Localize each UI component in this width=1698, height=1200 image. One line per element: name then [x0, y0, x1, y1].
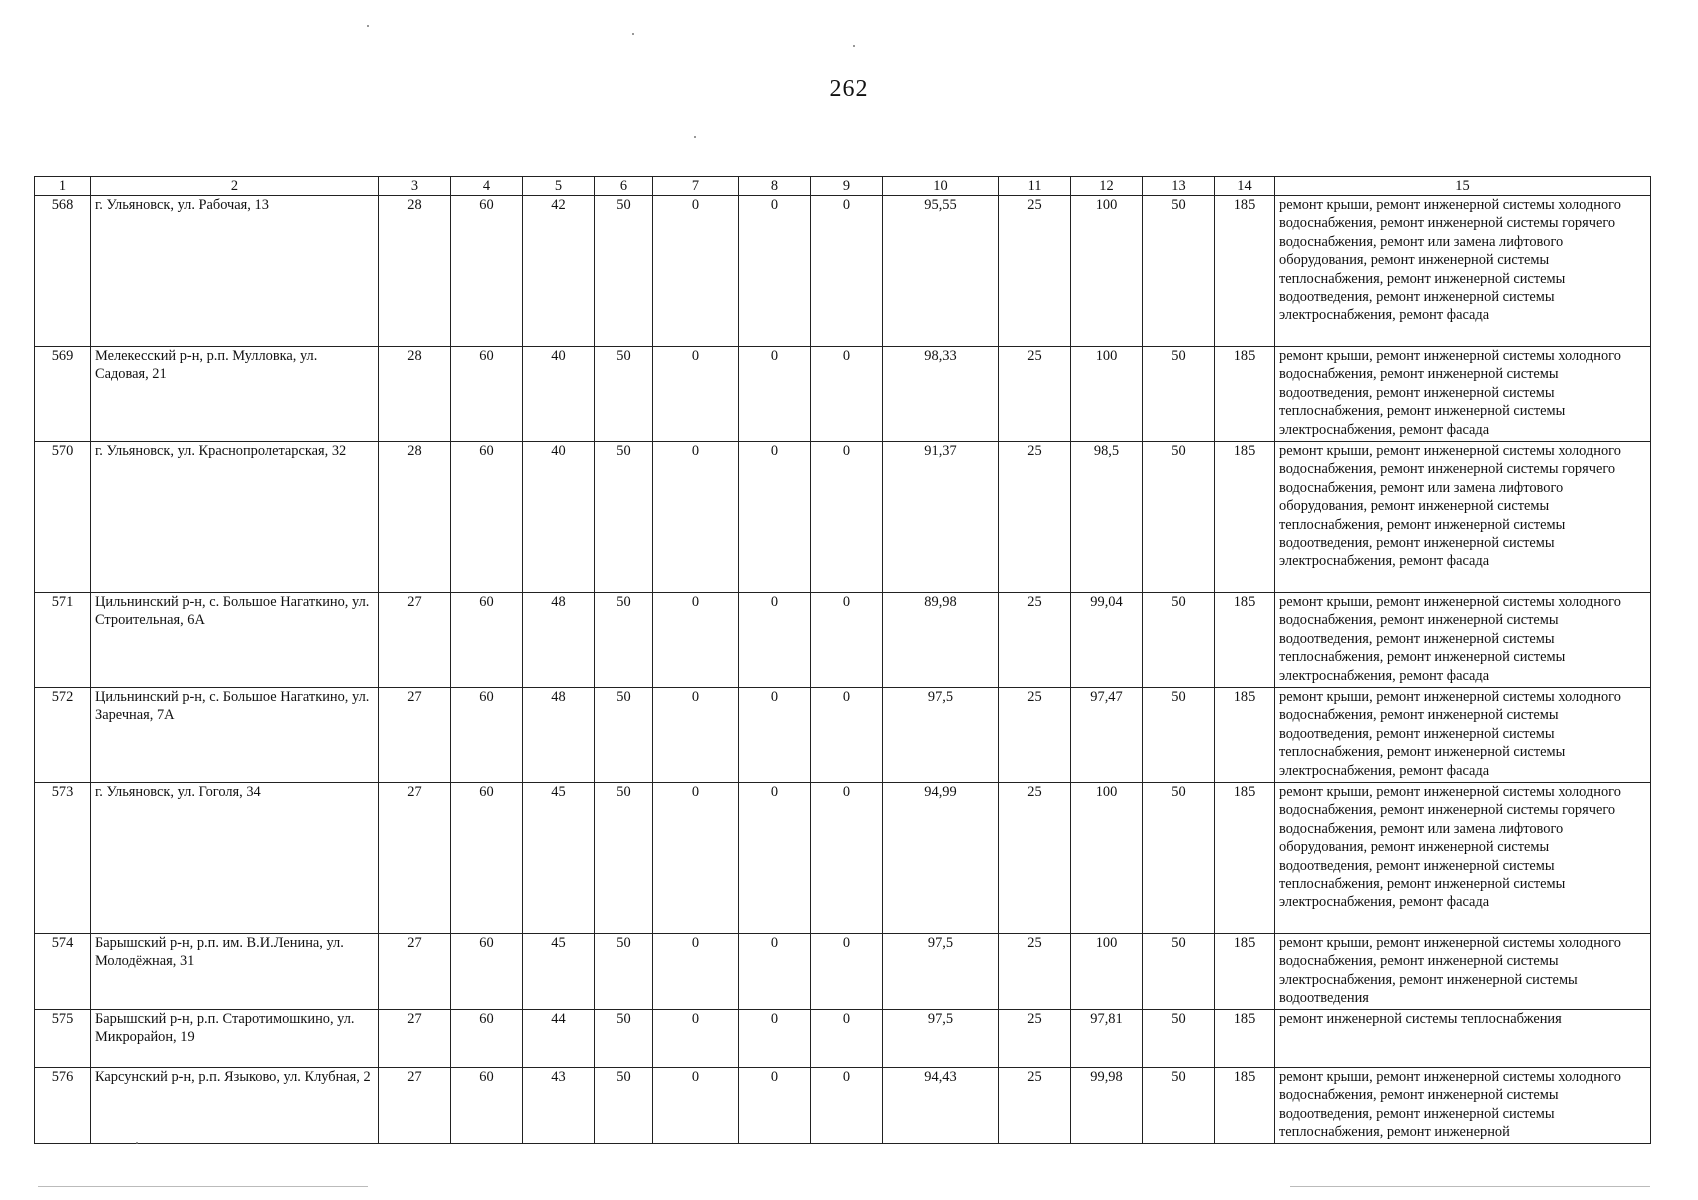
- value-cell: 27: [379, 783, 451, 934]
- value-cell: 60: [451, 783, 523, 934]
- table-row: [35, 688, 1651, 783]
- value-cell: 27: [379, 934, 451, 1010]
- scan-noise: [1290, 1186, 1650, 1187]
- value-cell: 25: [999, 1010, 1071, 1068]
- value-cell: 0: [739, 196, 811, 347]
- value-cell: 0: [811, 934, 883, 1010]
- value-cell: 25: [999, 196, 1071, 347]
- value-cell: 0: [811, 783, 883, 934]
- value-cell: 48: [523, 593, 595, 688]
- value-cell: 50: [595, 347, 653, 442]
- value-cell: 50: [1143, 347, 1215, 442]
- value-cell: 25: [999, 934, 1071, 1010]
- value-cell: 91,37: [883, 442, 999, 593]
- value-cell: 185: [1215, 1010, 1275, 1068]
- table-row: [35, 783, 1651, 934]
- column-header: 2: [91, 177, 379, 196]
- table-row: [35, 1010, 1651, 1068]
- column-header: 6: [595, 177, 653, 196]
- works-cell: ремонт крыши, ремонт инженерной системы холодного водоснабжения, ремонт инженерной системы электроснабжения, ремонт инженерной системы водоотведения: [1275, 934, 1651, 1010]
- value-cell: 60: [451, 442, 523, 593]
- row-number: 571: [35, 593, 91, 688]
- row-number: 572: [35, 688, 91, 783]
- value-cell: 50: [595, 442, 653, 593]
- value-cell: 25: [999, 688, 1071, 783]
- value-cell: 97,5: [883, 1010, 999, 1068]
- value-cell: 60: [451, 347, 523, 442]
- value-cell: 99,04: [1071, 593, 1143, 688]
- value-cell: 50: [1143, 688, 1215, 783]
- table-row: [35, 442, 1651, 593]
- scan-speck: [367, 25, 369, 27]
- value-cell: 50: [595, 783, 653, 934]
- value-cell: 44: [523, 1010, 595, 1068]
- works-cell: ремонт инженерной системы теплоснабжения: [1275, 1010, 1651, 1068]
- value-cell: 95,55: [883, 196, 999, 347]
- address-cell: г. Ульяновск, ул. Гоголя, 34: [91, 783, 379, 934]
- value-cell: 60: [451, 934, 523, 1010]
- address-cell: Цильнинский р-н, с. Большое Нагаткино, ул. Строительная, 6А: [91, 593, 379, 688]
- value-cell: 45: [523, 934, 595, 1010]
- address-cell: Барышский р-н, р.п. им. В.И.Ленина, ул. Молодёжная, 31: [91, 934, 379, 1010]
- table-row: [35, 196, 1651, 347]
- page-number: 262: [829, 76, 869, 102]
- header-row: [35, 177, 1651, 196]
- value-cell: 0: [739, 1068, 811, 1144]
- value-cell: 50: [1143, 783, 1215, 934]
- works-cell: ремонт крыши, ремонт инженерной системы холодного водоснабжения, ремонт инженерной системы водоотведения, ремонт инженерной системы теплоснабжения, ремонт инженерной системы электроснабжения, ремонт фасада: [1275, 593, 1651, 688]
- works-cell: ремонт крыши, ремонт инженерной системы холодного водоснабжения, ремонт инженерной системы горячего водоснабжения, ремонт или замена лифтового оборудования, ремонт инженерной системы теплоснабжения, ремонт инженерной системы водоотведения, ремонт инженерной системы электроснабжения, ремонт фасада: [1275, 196, 1651, 347]
- value-cell: 185: [1215, 442, 1275, 593]
- value-cell: 89,98: [883, 593, 999, 688]
- value-cell: 0: [653, 442, 739, 593]
- value-cell: 0: [653, 1068, 739, 1144]
- value-cell: 50: [1143, 593, 1215, 688]
- scan-speck: [632, 33, 634, 35]
- value-cell: 60: [451, 196, 523, 347]
- value-cell: 0: [739, 783, 811, 934]
- scan-noise: [38, 1186, 368, 1187]
- value-cell: 0: [811, 1068, 883, 1144]
- value-cell: 0: [811, 593, 883, 688]
- column-header: 9: [811, 177, 883, 196]
- value-cell: 45: [523, 783, 595, 934]
- value-cell: 50: [1143, 1010, 1215, 1068]
- value-cell: 27: [379, 1068, 451, 1144]
- repair-table: [34, 176, 1651, 1144]
- value-cell: 0: [811, 196, 883, 347]
- value-cell: 0: [811, 347, 883, 442]
- value-cell: 185: [1215, 593, 1275, 688]
- value-cell: 0: [739, 934, 811, 1010]
- column-header: 11: [999, 177, 1071, 196]
- value-cell: 0: [739, 347, 811, 442]
- value-cell: 43: [523, 1068, 595, 1144]
- value-cell: 25: [999, 347, 1071, 442]
- works-cell: ремонт крыши, ремонт инженерной системы холодного водоснабжения, ремонт инженерной системы водоотведения, ремонт инженерной системы теплоснабжения, ремонт инженерной: [1275, 1068, 1651, 1144]
- row-number: 569: [35, 347, 91, 442]
- scan-speck: [694, 136, 696, 138]
- value-cell: 28: [379, 347, 451, 442]
- value-cell: 50: [595, 196, 653, 347]
- scan-speck: [136, 1142, 138, 1144]
- row-number: 574: [35, 934, 91, 1010]
- works-cell: ремонт крыши, ремонт инженерной системы холодного водоснабжения, ремонт инженерной системы водоотведения, ремонт инженерной системы теплоснабжения, ремонт инженерной системы электроснабжения, ремонт фасада: [1275, 347, 1651, 442]
- address-cell: Барышский р-н, р.п. Старотимошкино, ул. Микрорайон, 19: [91, 1010, 379, 1068]
- column-header: 5: [523, 177, 595, 196]
- value-cell: 100: [1071, 934, 1143, 1010]
- table-row: [35, 1068, 1651, 1144]
- value-cell: 50: [1143, 934, 1215, 1010]
- address-cell: г. Ульяновск, ул. Краснопролетарская, 32: [91, 442, 379, 593]
- column-header: 4: [451, 177, 523, 196]
- value-cell: 25: [999, 442, 1071, 593]
- value-cell: 50: [595, 1068, 653, 1144]
- address-cell: Мелекесский р-н, р.п. Мулловка, ул. Садовая, 21: [91, 347, 379, 442]
- column-header: 3: [379, 177, 451, 196]
- value-cell: 100: [1071, 196, 1143, 347]
- column-header: 7: [653, 177, 739, 196]
- column-header: 12: [1071, 177, 1143, 196]
- value-cell: 28: [379, 196, 451, 347]
- value-cell: 185: [1215, 196, 1275, 347]
- value-cell: 94,43: [883, 1068, 999, 1144]
- value-cell: 40: [523, 347, 595, 442]
- value-cell: 28: [379, 442, 451, 593]
- column-header: 10: [883, 177, 999, 196]
- value-cell: 100: [1071, 347, 1143, 442]
- row-number: 576: [35, 1068, 91, 1144]
- value-cell: 25: [999, 1068, 1071, 1144]
- value-cell: 60: [451, 1068, 523, 1144]
- value-cell: 27: [379, 593, 451, 688]
- value-cell: 60: [451, 688, 523, 783]
- scan-speck: [853, 45, 855, 47]
- table-row: [35, 934, 1651, 1010]
- value-cell: 50: [595, 688, 653, 783]
- value-cell: 97,81: [1071, 1010, 1143, 1068]
- value-cell: 97,5: [883, 688, 999, 783]
- value-cell: 94,99: [883, 783, 999, 934]
- row-number: 573: [35, 783, 91, 934]
- column-header: 15: [1275, 177, 1651, 196]
- column-header: 14: [1215, 177, 1275, 196]
- table-row: [35, 347, 1651, 442]
- value-cell: 98,5: [1071, 442, 1143, 593]
- column-header: 1: [35, 177, 91, 196]
- value-cell: 0: [811, 442, 883, 593]
- value-cell: 185: [1215, 1068, 1275, 1144]
- value-cell: 50: [595, 1010, 653, 1068]
- value-cell: 100: [1071, 783, 1143, 934]
- value-cell: 0: [653, 1010, 739, 1068]
- value-cell: 25: [999, 593, 1071, 688]
- value-cell: 60: [451, 593, 523, 688]
- value-cell: 0: [653, 196, 739, 347]
- value-cell: 0: [653, 688, 739, 783]
- value-cell: 27: [379, 688, 451, 783]
- value-cell: 0: [653, 783, 739, 934]
- row-number: 570: [35, 442, 91, 593]
- works-cell: ремонт крыши, ремонт инженерной системы холодного водоснабжения, ремонт инженерной системы водоотведения, ремонт инженерной системы теплоснабжения, ремонт инженерной системы электроснабжения, ремонт фасада: [1275, 688, 1651, 783]
- row-number: 568: [35, 196, 91, 347]
- value-cell: 0: [653, 934, 739, 1010]
- column-header: 13: [1143, 177, 1215, 196]
- value-cell: 0: [811, 688, 883, 783]
- value-cell: 185: [1215, 688, 1275, 783]
- value-cell: 185: [1215, 347, 1275, 442]
- value-cell: 0: [811, 1010, 883, 1068]
- value-cell: 60: [451, 1010, 523, 1068]
- value-cell: 50: [1143, 1068, 1215, 1144]
- address-cell: Цильнинский р-н, с. Большое Нагаткино, ул. Заречная, 7А: [91, 688, 379, 783]
- value-cell: 0: [739, 688, 811, 783]
- value-cell: 97,5: [883, 934, 999, 1010]
- value-cell: 185: [1215, 783, 1275, 934]
- value-cell: 0: [739, 442, 811, 593]
- value-cell: 0: [739, 593, 811, 688]
- value-cell: 99,98: [1071, 1068, 1143, 1144]
- row-number: 575: [35, 1010, 91, 1068]
- column-header: 8: [739, 177, 811, 196]
- value-cell: 0: [653, 593, 739, 688]
- value-cell: 98,33: [883, 347, 999, 442]
- value-cell: 0: [653, 347, 739, 442]
- value-cell: 97,47: [1071, 688, 1143, 783]
- value-cell: 27: [379, 1010, 451, 1068]
- table-row: [35, 593, 1651, 688]
- address-cell: Карсунский р-н, р.п. Языково, ул. Клубная, 2: [91, 1068, 379, 1144]
- address-cell: г. Ульяновск, ул. Рабочая, 13: [91, 196, 379, 347]
- works-cell: ремонт крыши, ремонт инженерной системы холодного водоснабжения, ремонт инженерной системы горячего водоснабжения, ремонт или замена лифтового оборудования, ремонт инженерной системы теплоснабжения, ремонт инженерной системы водоотведения, ремонт инженерной системы электроснабжения, ремонт фасада: [1275, 442, 1651, 593]
- works-cell: ремонт крыши, ремонт инженерной системы холодного водоснабжения, ремонт инженерной системы горячего водоснабжения, ремонт или замена лифтового оборудования, ремонт инженерной системы водоотведения, ремонт инженерной системы теплоснабжения, ремонт инженерной системы электроснабжения, ремонт фасада: [1275, 783, 1651, 934]
- value-cell: 50: [595, 934, 653, 1010]
- value-cell: 0: [739, 1010, 811, 1068]
- value-cell: 48: [523, 688, 595, 783]
- value-cell: 50: [1143, 196, 1215, 347]
- value-cell: 50: [595, 593, 653, 688]
- value-cell: 42: [523, 196, 595, 347]
- value-cell: 40: [523, 442, 595, 593]
- value-cell: 185: [1215, 934, 1275, 1010]
- value-cell: 50: [1143, 442, 1215, 593]
- value-cell: 25: [999, 783, 1071, 934]
